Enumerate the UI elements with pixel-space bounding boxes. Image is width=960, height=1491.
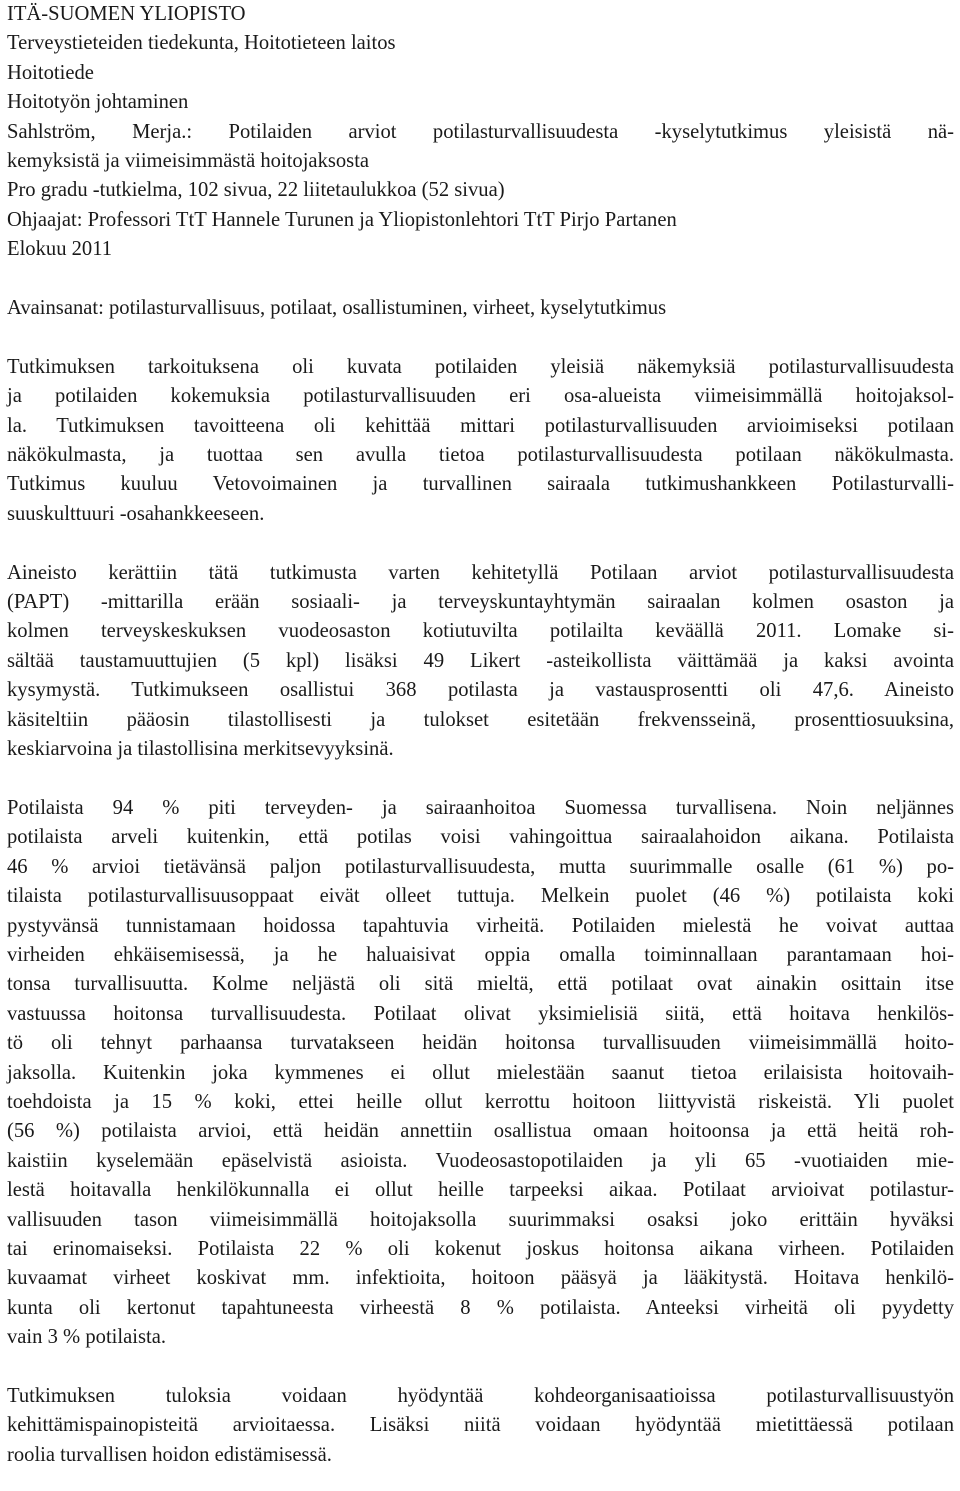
thesis-title-line-1: Sahlström, Merja.: Potilaiden arviot potilasturvallisuudesta -kyselytutkimus yleisistä nä- [7, 120, 954, 143]
spacer [7, 323, 954, 352]
paragraph-line: tö oli tehnyt parhaansa turvatakseen heidän hoitonsa turvallisuuden viimeisimmällä hoito- [7, 1032, 954, 1055]
paragraph-line: vallisuuden tason viimeisimmällä hoitojaksolla suurimmaksi osaksi joko erittäin hyväksi [7, 1208, 954, 1231]
paragraph-line: pystyvänsä tunnistamaan hoidossa tapahtuvia virheitä. Potilaiden mielestä he voivat auttaa [7, 914, 954, 937]
abstract-page [7, 0, 954, 1470]
paragraph-line: 46 % arvioi tietävänsä paljon potilasturvallisuudesta, mutta suurimmalle osalle (61 %) po- [7, 855, 954, 878]
thesis-info: Pro gradu -tutkielma, 102 sivua, 22 liitetaulukkoa (52 sivua) [7, 179, 505, 202]
paragraph-line: la. Tutkimuksen tavoitteena oli kehittää mittari potilasturvallisuuden arvioimiseksi potilaan [7, 414, 954, 437]
supervisors: Ohjaajat: Professori TtT Hannele Turunen ja Yliopistonlehtori TtT Pirjo Partanen [7, 208, 677, 231]
thesis-date: Elokuu 2011 [7, 238, 113, 261]
subject-name: Hoitotiede [7, 61, 94, 84]
paragraph-line: tonsa turvallisuutta. Kolme neljästä oli sitä mieltä, että potilaat ovat ainakin osittain itse [7, 973, 954, 996]
paragraph-line: näkökulmasta, ja tuottaa sen avulla tietoa potilasturvallisuudesta potilaan näkökulmasta. [7, 444, 954, 467]
paragraph-line: (PAPT) -mittarilla erään sosiaali- ja terveyskuntayhtymän sairaalan kolmen osaston ja [7, 591, 954, 614]
spacer [7, 265, 954, 294]
paragraph-line: jaksolla. Kuitenkin joka kymmenes ei ollut mielestään saanut tietoa erilaisista hoitovaih- [7, 1061, 954, 1084]
spacer [7, 529, 954, 558]
spacer [7, 765, 954, 794]
paragraph-line: lestä hoitavalla henkilökunnalla ei ollut heille tarpeeksi aikaa. Potilaat arvioivat potilastur- [7, 1179, 954, 1202]
paragraph-line: kolmen terveyskeskuksen vuodeosaston kotiutuvilta potilailta keväällä 2011. Lomake si- [7, 620, 954, 643]
paragraph-line: kunta oli kertonut tapahtuneesta virheestä 8 % potilaista. Anteeksi virheitä oli pyydetty [7, 1296, 954, 1319]
paragraph-methods [7, 559, 954, 765]
paragraph-line: sältää taustamuuttujien (5 kpl) lisäksi 49 Likert -asteikollista väittämää ja kaksi avointa [7, 649, 954, 672]
specialization-name: Hoitotyön johtaminen [7, 91, 189, 114]
paragraph-purpose [7, 353, 954, 529]
paragraph-line: tai erinomaiseksi. Potilaista 22 % oli kokenut joskus hoitonsa aikana virheen. Potilaiden [7, 1238, 954, 1260]
paragraph-conclusion [7, 1382, 954, 1470]
paragraph-line: roolia turvallisen hoidon edistämisessä. [7, 1443, 332, 1466]
paragraph-line: Potilaista 94 % piti terveyden- ja sairaanhoitoa Suomessa turvallisena. Noin neljännes [7, 796, 954, 819]
paragraph-line: kysymystä. Tutkimukseen osallistui 368 potilasta ja vastausprosentti oli 47,6. Aineisto [7, 679, 954, 702]
spacer [7, 1353, 954, 1382]
paragraph-line: käsiteltiin pääosin tilastollisesti ja tulokset esitetään frekvensseinä, prosenttiosuuksina, [7, 708, 954, 731]
thesis-title-line-2: kemyksistä ja viimeisimmästä hoitojaksosta [7, 150, 370, 173]
faculty-name: Terveystieteiden tiedekunta, Hoitotieteen laitos [7, 32, 396, 55]
paragraph-line: keskiarvoina ja tilastollisina merkitsevyyksinä. [7, 738, 394, 761]
paragraph-line: vain 3 % potilaista. [7, 1326, 166, 1349]
paragraph-line: suuskulttuuri -osahankkeeseen. [7, 502, 265, 525]
paragraph-line: kuvaamat virheet koskivat mm. infektioita, hoitoon pääsyä ja lääkitystä. Hoitava henkilö- [7, 1267, 954, 1290]
paragraph-line: Tutkimuksen tuloksia voidaan hyödyntää kohdeorganisaatioissa potilasturvallisuustyön [7, 1385, 954, 1408]
paragraph-line: virheiden ehkäisemisessä, ja he haluaisivat oppia omalla toiminnallaan parantamaan hoi- [7, 943, 954, 966]
paragraph-line: potilaista arveli kuitenkin, että potilas voisi vahingoittua sairaalahoidon aikana. Potilaista [7, 826, 954, 849]
university-name: ITÄ-SUOMEN YLIOPISTO [7, 3, 246, 25]
paragraph-results [7, 794, 954, 1353]
paragraph-line: kehittämispainopisteitä arvioitaessa. Lisäksi niitä voidaan hyödyntää mietittäessä potilaan [7, 1414, 954, 1437]
paragraph-line: ja potilaiden kokemuksia potilasturvallisuuden eri osa-alueista viimeisimmällä hoitojaksol- [7, 385, 954, 408]
keywords: Avainsanat: potilasturvallisuus, potilaat, osallistuminen, virheet, kyselytutkimus [7, 297, 667, 320]
paragraph-line: toehdoista ja 15 % koki, ettei heille ollut kerrottu hoitoon liittyvistä riskeistä. Yli puolet [7, 1090, 954, 1113]
paragraph-line: tilaista potilasturvallisuusoppaat eivät olleet tuttuja. Melkein puolet (46 %) potilaista koki [7, 885, 954, 908]
paragraph-line: Tutkimuksen tarkoituksena oli kuvata potilaiden yleisiä näkemyksiä potilasturvallisuudesta [7, 355, 954, 378]
paragraph-line: Aineisto kerättiin tätä tutkimusta varten kehitetyllä Potilaan arviot potilasturvallisuudesta [7, 561, 954, 584]
thesis-header [7, 0, 954, 265]
paragraph-line: kaistiin kyselemään epäselvistä asioista. Vuodeosastopotilaiden ja yli 65 -vuotiaiden mie- [7, 1149, 954, 1172]
paragraph-line: Tutkimus kuuluu Vetovoimainen ja turvallinen sairaala tutkimushankkeen Potilasturvalli- [7, 473, 954, 496]
paragraph-line: (56 %) potilaista arvioi, että heidän annettiin osallistua omaan hoitoonsa ja että heitä roh- [7, 1120, 954, 1143]
paragraph-line: vastuussa hoitonsa turvallisuudesta. Potilaat olivat yksimielisiä siitä, että hoitava henkilös- [7, 1002, 954, 1025]
